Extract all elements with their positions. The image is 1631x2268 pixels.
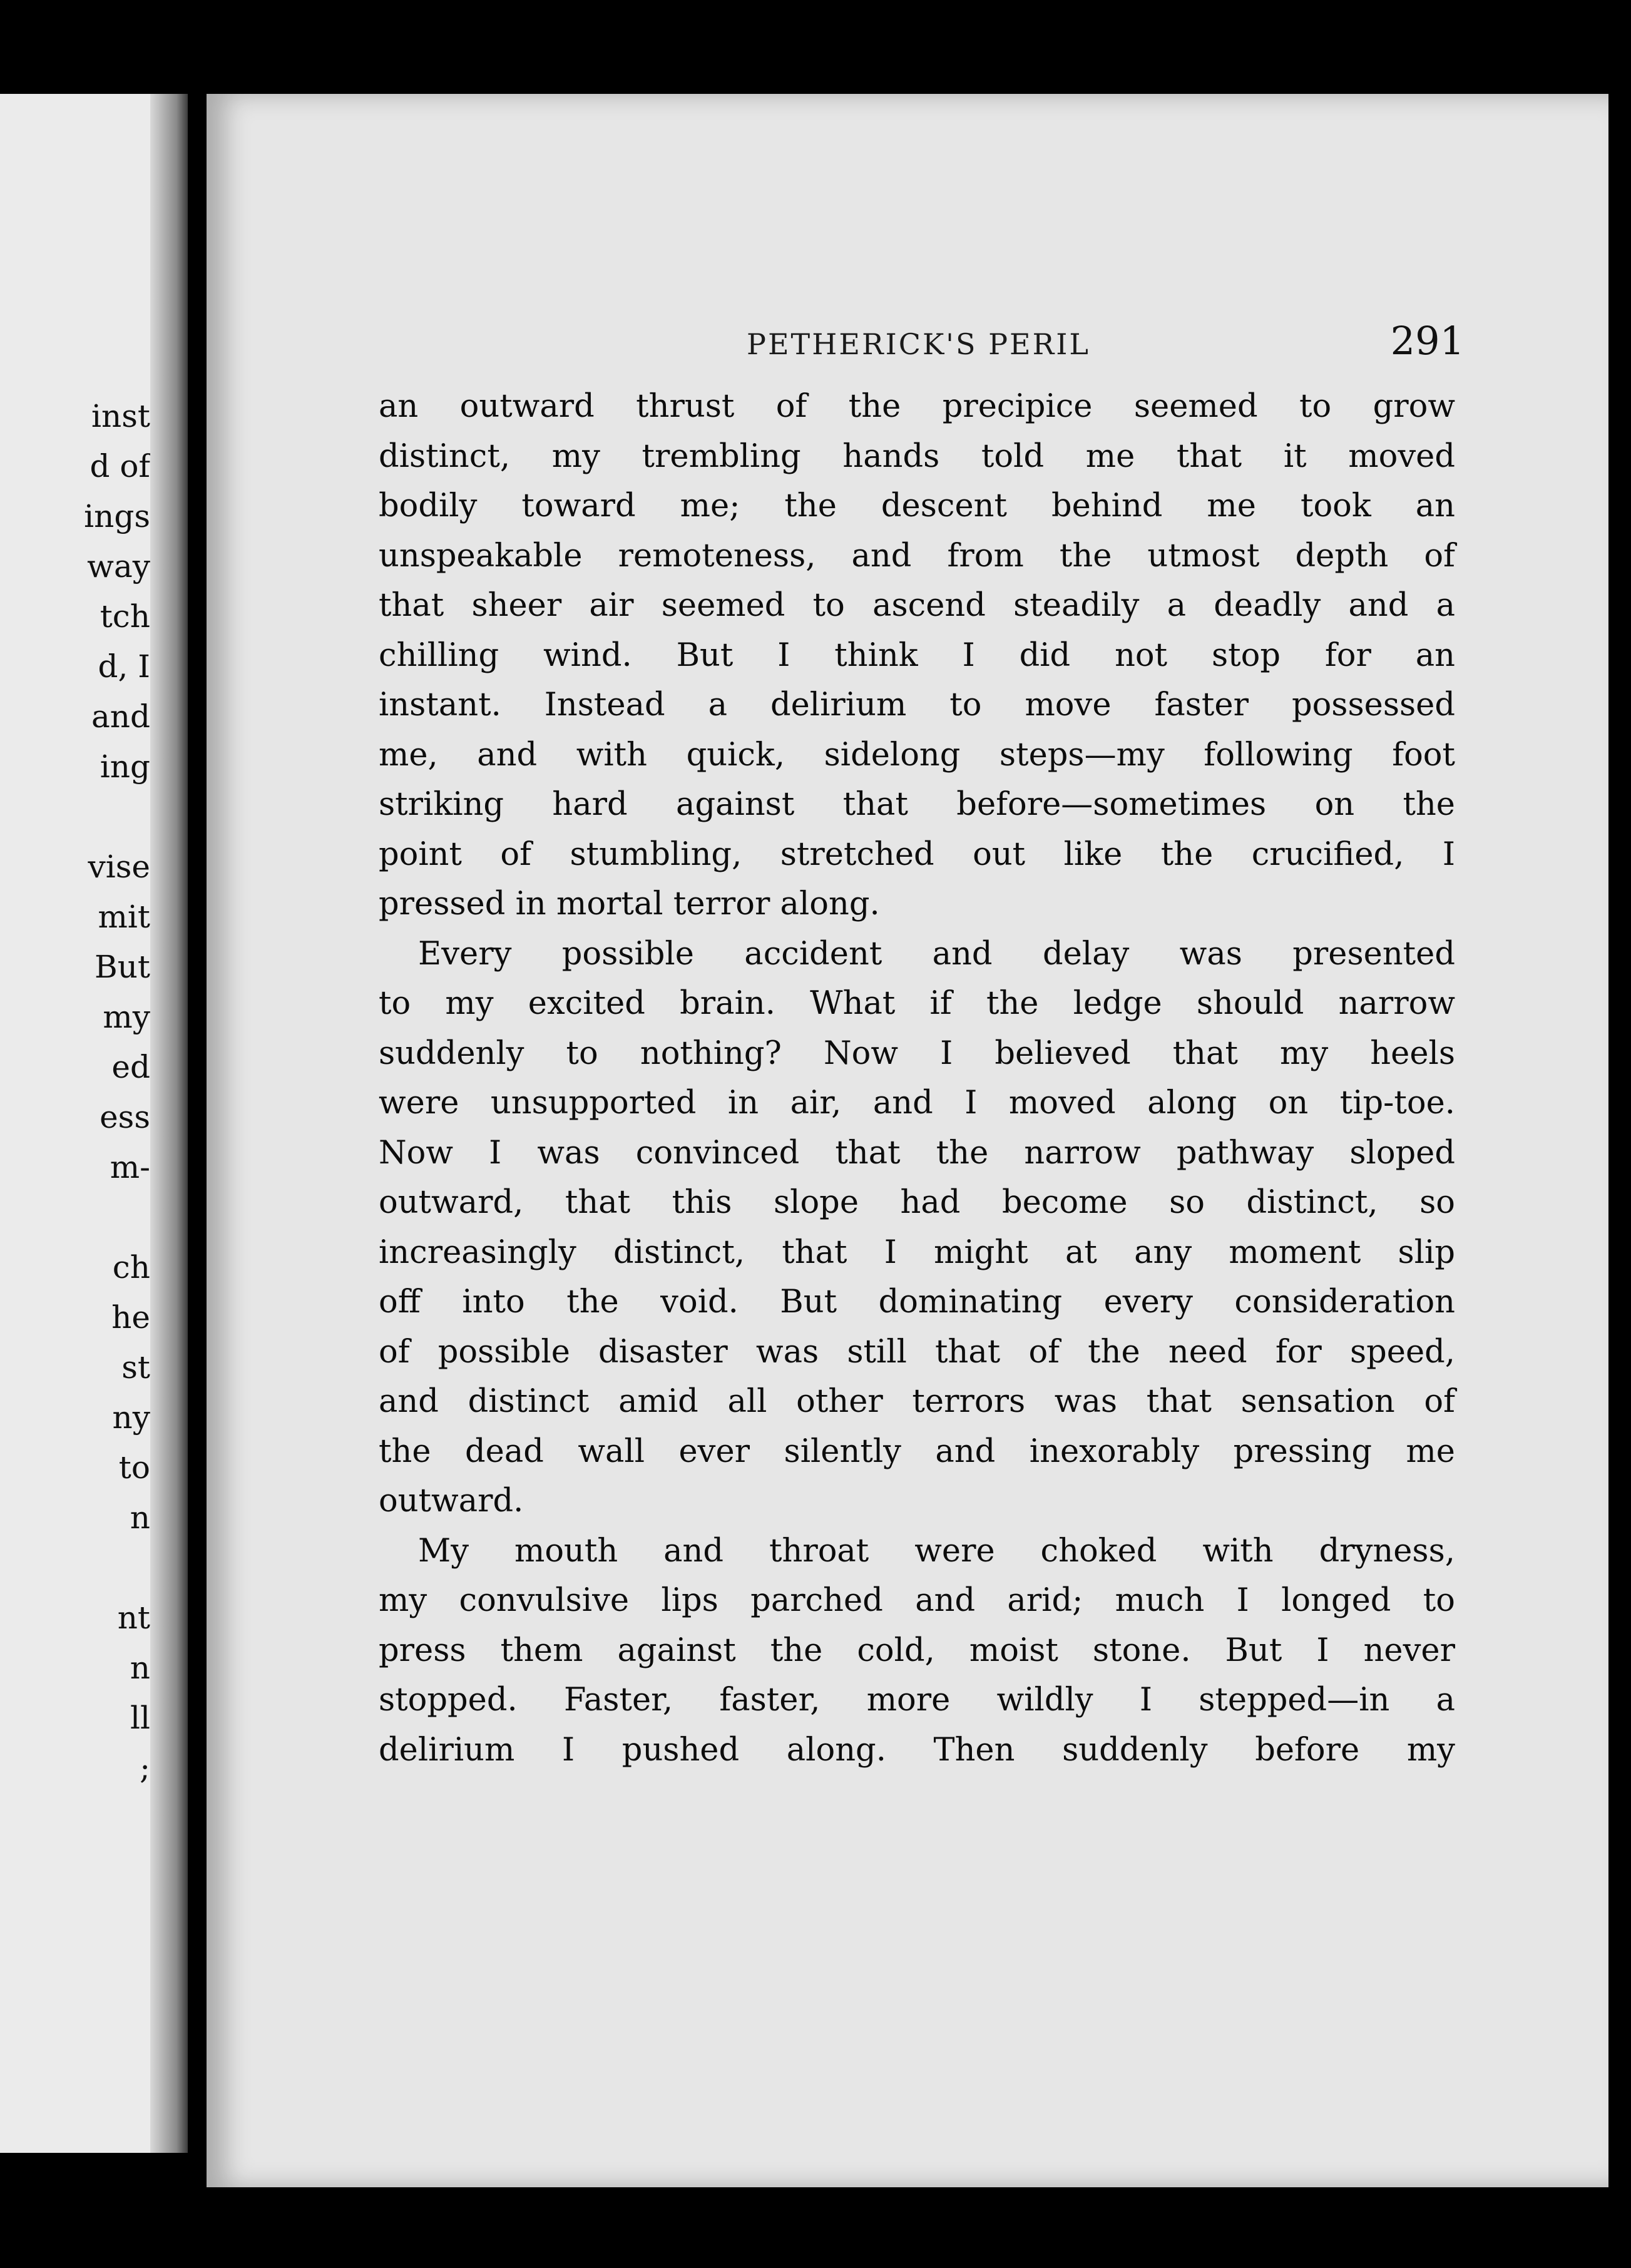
- left-fragment: he: [111, 1299, 150, 1336]
- left-fragment: nt: [117, 1600, 150, 1636]
- text-line: instant. Instead a delirium to move faster possessed: [379, 687, 1455, 723]
- text-line: My mouth and throat were choked with dryness,: [418, 1532, 1455, 1570]
- left-fragment: vise: [88, 849, 150, 885]
- left-fragment: tch: [100, 598, 150, 635]
- text-line: me, and with quick, sidelong steps—my following foot: [379, 736, 1455, 774]
- text-line: an outward thrust of the precipice seemed to grow: [379, 388, 1455, 425]
- text-line: press them against the cold, moist stone. But I never: [379, 1632, 1455, 1669]
- paragraph-1: [379, 382, 1455, 929]
- text-line: increasingly distinct, that I might at any moment slip: [379, 1234, 1455, 1271]
- left-fragment: my: [103, 999, 150, 1035]
- book-page: [207, 94, 1608, 2187]
- text-line: to my excited brain. What if the ledge should narrow: [379, 985, 1455, 1022]
- text-line: that sheer air seemed to ascend steadily a deadly and a: [379, 587, 1455, 624]
- left-fragment: inst: [91, 398, 150, 434]
- left-fragment: and: [91, 698, 150, 735]
- text-line: my convulsive lips parched and arid; much I longed to: [379, 1582, 1455, 1619]
- text-line: Every possible accident and delay was presented: [418, 935, 1455, 973]
- left-fragment: But: [94, 949, 150, 985]
- page-number: 291: [1390, 318, 1465, 364]
- text-line: and distinct amid all other terrors was that sensation of: [379, 1383, 1455, 1420]
- running-head: PETHERICK'S PERIL: [747, 327, 1090, 361]
- page-header: [372, 315, 1465, 377]
- previous-page-edge: [0, 94, 188, 2153]
- text-line: suddenly to nothing? Now I believed that my heels: [379, 1034, 1455, 1072]
- left-fragment: ed: [111, 1049, 150, 1085]
- text-line: distinct, my trembling hands told me that it moved: [379, 437, 1455, 475]
- body-text: [379, 382, 1455, 1775]
- left-fragment: d, I: [98, 648, 150, 685]
- left-fragment: st: [121, 1349, 150, 1386]
- text-line: chilling wind. But I think I did not stop for an: [379, 636, 1455, 674]
- text-line: were unsupported in air, and I moved along on tip-toe.: [379, 1085, 1455, 1121]
- text-line: bodily toward me; the descent behind me took an: [379, 488, 1455, 524]
- left-fragment: d of: [89, 448, 150, 484]
- text-line: the dead wall ever silently and inexorably pressing me: [379, 1433, 1455, 1470]
- text-line: delirium I pushed along. Then suddenly before my: [379, 1731, 1455, 1769]
- paragraph-3: [379, 1526, 1455, 1775]
- left-fragment: ings: [84, 498, 150, 534]
- text-line: pressed in mortal terror along.: [379, 886, 880, 922]
- left-fragment: ch: [112, 1249, 150, 1285]
- left-fragment: ny: [112, 1399, 150, 1436]
- left-fragment: mit: [98, 899, 150, 935]
- text-line: Now I was convinced that the narrow pathway sloped: [379, 1134, 1455, 1172]
- left-fragment: ing: [100, 748, 150, 785]
- left-fragment: n: [130, 1650, 150, 1686]
- left-fragment: m-: [110, 1149, 150, 1185]
- paragraph-2: [379, 929, 1455, 1526]
- left-fragment: ll: [130, 1700, 150, 1736]
- text-line: outward.: [379, 1483, 524, 1520]
- text-line: point of stumbling, stretched out like the crucified, I: [379, 835, 1455, 873]
- left-fragment: way: [87, 548, 150, 585]
- left-fragment: n: [130, 1499, 150, 1536]
- left-fragment: to: [118, 1449, 150, 1486]
- text-line: of possible disaster was still that of the need for speed,: [379, 1333, 1455, 1371]
- previous-page-text-fragments: [0, 94, 150, 2153]
- text-line: striking hard against that before—sometimes on the: [379, 786, 1455, 823]
- text-line: outward, that this slope had become so distinct, so: [379, 1184, 1455, 1221]
- left-fragment: ess: [100, 1099, 150, 1135]
- page-gutter-shadow: [150, 94, 188, 2153]
- text-line: stopped. Faster, faster, more wildly I stepped—in a: [379, 1682, 1455, 1719]
- left-fragment: ;: [140, 1750, 150, 1786]
- text-line: unspeakable remoteness, and from the utmost depth of: [379, 537, 1455, 575]
- text-line: off into the void. But dominating every consideration: [379, 1284, 1455, 1320]
